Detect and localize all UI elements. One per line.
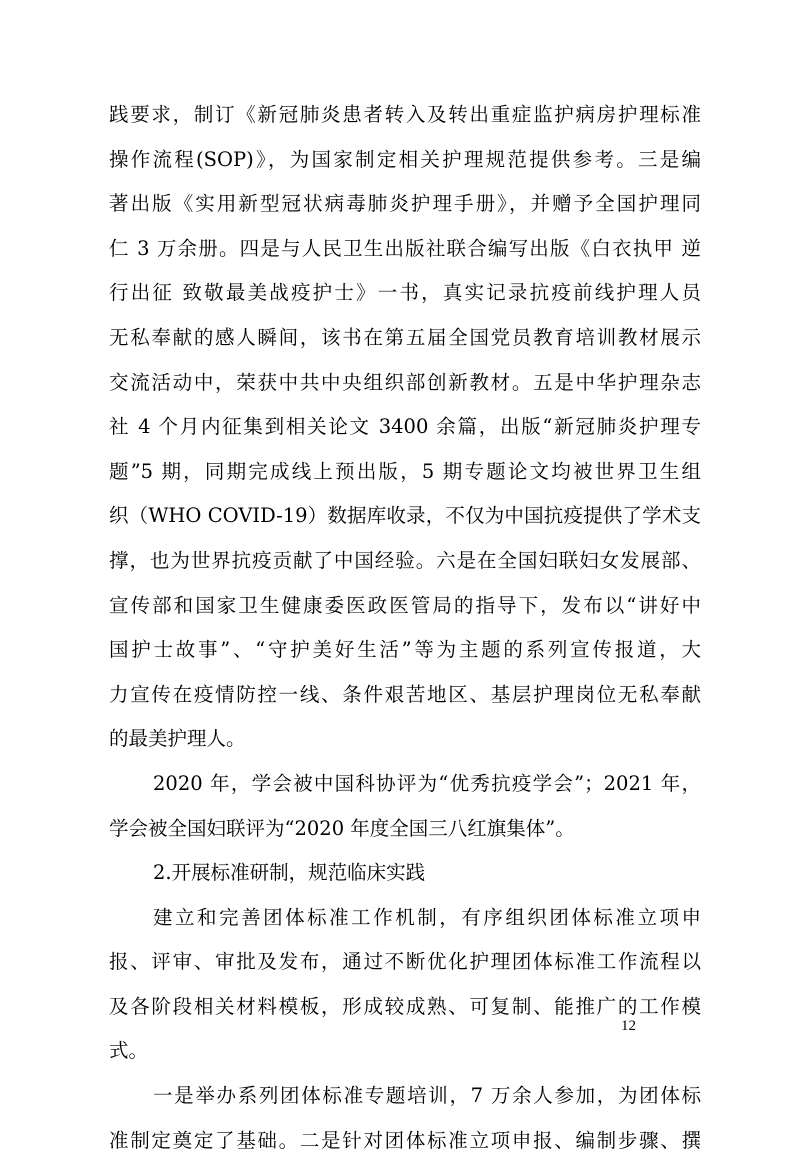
text-line: 操作流程(SOP)》，为国家制定相关护理规范提供参考。三是编 xyxy=(109,147,701,171)
text-line: 织（WHO COVID-19）数据库收录，不仅为中国抗疫提供了学术支 xyxy=(109,504,701,528)
text-line: 践要求，制订《新冠肺炎患者转入及转出重症监护病房护理标准 xyxy=(109,103,701,126)
paragraph-honors xyxy=(109,762,701,851)
text-line: 的最美护理人。 xyxy=(109,727,246,751)
text-line: 国护士故事”、“守护美好生活”等为主题的系列宣传报道，大 xyxy=(109,638,701,662)
text-line: 撑，也为世界抗疫贡献了中国经验。六是在全国妇联妇女发展部、 xyxy=(109,548,701,572)
text-line: 2020 年，学会被中国科协评为“优秀抗疫学会”；2021 年， xyxy=(153,771,701,795)
body-text xyxy=(109,93,701,1163)
text-line: 宣传部和国家卫生健康委医政医管局的指导下，发布以“讲好中 xyxy=(109,593,701,617)
section-heading-text: 2.开展标准研制，规范临床实践 xyxy=(153,861,426,885)
text-line: 行出征 致敬最美战疫护士》一书，真实记录抗疫前线护理人员 xyxy=(109,281,701,305)
text-line: 题”5 期，同期完成线上预出版，5 期专题论文均被世界卫生组 xyxy=(109,459,701,483)
text-line: 学会被全国妇联评为“2020 年度全国三八红旗集体”。 xyxy=(109,816,575,840)
text-line: 无私奉献的感人瞬间，该书在第五届全国党员教育培训教材展示 xyxy=(109,325,701,349)
paragraph-standards-mechanism xyxy=(109,896,701,1074)
text-line: 式。 xyxy=(109,1039,149,1063)
text-line: 社 4 个月内征集到相关论文 3400 余篇，出版“新冠肺炎护理专 xyxy=(109,415,701,439)
page-number: 12 xyxy=(621,1018,636,1034)
text-line: 交流活动中，荣获中共中央组织部创新教材。五是中华护理杂志 xyxy=(109,370,701,394)
paragraph-anti-epidemic-work xyxy=(109,93,701,762)
paragraph-standards-training xyxy=(109,1074,701,1163)
text-line: 报、评审、审批及发布，通过不断优化护理团体标准工作流程以 xyxy=(109,950,701,974)
text-line: 仁 3 万余册。四是与人民卫生出版社联合编写出版《白衣执甲 逆 xyxy=(109,236,701,260)
text-line: 建立和完善团体标准工作机制，有序组织团体标准立项申 xyxy=(153,905,701,929)
text-line: 力宣传在疫情防控一线、条件艰苦地区、基层护理岗位无私奉献 xyxy=(109,682,701,706)
text-line: 著出版《实用新型冠状病毒肺炎护理手册》，并赠予全国护理同 xyxy=(109,192,701,216)
text-line: 一是举办系列团体标准专题培训，7 万余人参加，为团体标 xyxy=(153,1084,701,1108)
text-line: 准制定奠定了基础。二是针对团体标准立项申报、编制步骤、撰 xyxy=(109,1128,701,1152)
section-heading xyxy=(109,851,701,896)
text-line: 及各阶段相关材料模板，形成较成熟、可复制、能推广的工作模 xyxy=(109,994,701,1018)
